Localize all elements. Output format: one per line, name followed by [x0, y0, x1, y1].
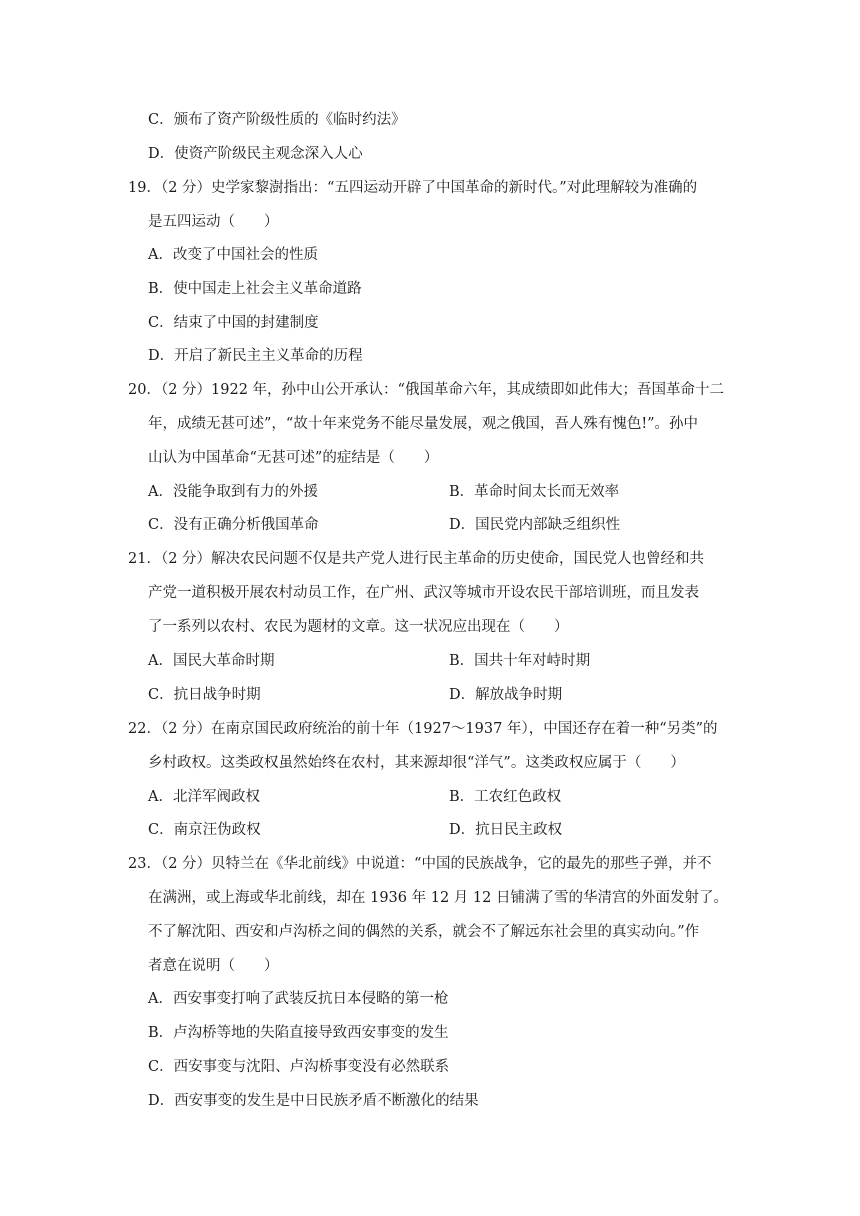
q20-stem-line-1: 20．（2 分）1922 年，孙中山公开承认：“俄国革命六年，其成绩即如此伟大；吾国革命十二: [128, 382, 724, 398]
q19-option-b: B．使中国走上社会主义革命道路: [148, 281, 362, 297]
q21-stem-line-1: 21．（2 分）解决农民问题不仅是共产党人进行民主革命的历史使命，国民党人也曾经和共: [128, 551, 705, 567]
q19-stem-line-2: 是五四运动（ ）: [148, 214, 279, 230]
q22-stem-line-2: 乡村政权。这类政权虽然始终在农村，其来源却很“洋气”。这类政权应属于（ ）: [148, 755, 685, 771]
q23-option-c: C．西安事变与沈阳、卢沟桥事变没有必然联系: [148, 1059, 450, 1075]
q18-option-c: C．颁布了资产阶级性质的《临时约法》: [148, 112, 406, 128]
q23-stem-line-4: 者意在说明（ ）: [148, 958, 279, 974]
q22-option-b: B．工农红色政权: [449, 789, 562, 805]
q19-option-c: C．结束了中国的封建制度: [148, 315, 319, 331]
q23-option-b: B．卢沟桥等地的失陷直接导致西安事变的发生: [148, 1025, 449, 1041]
q21-stem-line-3: 了一系列以农村、农民为题材的文章。这一状况应出现在（ ）: [148, 619, 569, 635]
q20-stem-line-2: 年，成绩无甚可述”，“故十年来党务不能尽量发展，观之俄国，吾人殊有愧色!”。孙中: [148, 416, 699, 432]
q20-option-c: C．没有正确分析俄国革命: [148, 517, 319, 533]
q20-stem-line-3: 山认为中国革命“无甚可述”的症结是（ ）: [148, 450, 439, 466]
q19-stem-line-1: 19．（2 分）史学家黎澍指出：“五四运动开辟了中国革命的新时代。”对此理解较为准确的: [128, 180, 698, 196]
q19-option-a: A．改变了中国社会的性质: [148, 247, 318, 263]
q22-option-d: D．抗日民主政权: [449, 822, 563, 838]
q20-option-b: B．革命时间太长而无效率: [449, 484, 620, 500]
q22-stem-line-1: 22．（2 分）在南京国民政府统治的前十年（1927～1937 年），中国还存在着一种“另类”的: [128, 721, 718, 737]
q20-option-d: D．国民党内部缺乏组织性: [449, 517, 621, 533]
q23-option-a: A．西安事变打响了武装反抗日本侵略的第一枪: [148, 991, 449, 1007]
q21-option-a: A．国民大革命时期: [148, 653, 275, 669]
q21-option-d: D．解放战争时期: [449, 687, 563, 703]
q23-stem-line-1: 23．（2 分）贝特兰在《华北前线》中说道：“中国的民族战争，它的最先的那些子弹，并不: [128, 856, 712, 872]
q23-stem-line-2: 在满洲，或上海或华北前线，却在 1936 年 12 月 12 日铺满了雪的华清宫的外面发射了。: [148, 890, 728, 906]
q23-option-d: D．西安事变的发生是中日民族矛盾不断激化的结果: [148, 1093, 479, 1109]
q20-option-a: A．没能争取到有力的外援: [148, 484, 318, 500]
q22-option-a: A．北洋军阀政权: [148, 789, 260, 805]
q23-stem-line-3: 不了解沈阳、西安和卢沟桥之间的偶然的关系，就会不了解远东社会里的真实动向。”作: [148, 924, 700, 940]
q19-option-d: D．开启了新民主主义革命的历程: [148, 348, 363, 364]
q18-option-d: D．使资产阶级民主观念深入人心: [148, 146, 363, 162]
q22-option-c: C．南京汪伪政权: [148, 822, 261, 838]
q21-stem-line-2: 产党一道积极开展农村动员工作，在广州、武汉等城市开设农民干部培训班，而且发表: [148, 585, 699, 601]
q21-option-c: C．抗日战争时期: [148, 687, 261, 703]
q21-option-b: B．国共十年对峙时期: [449, 653, 591, 669]
